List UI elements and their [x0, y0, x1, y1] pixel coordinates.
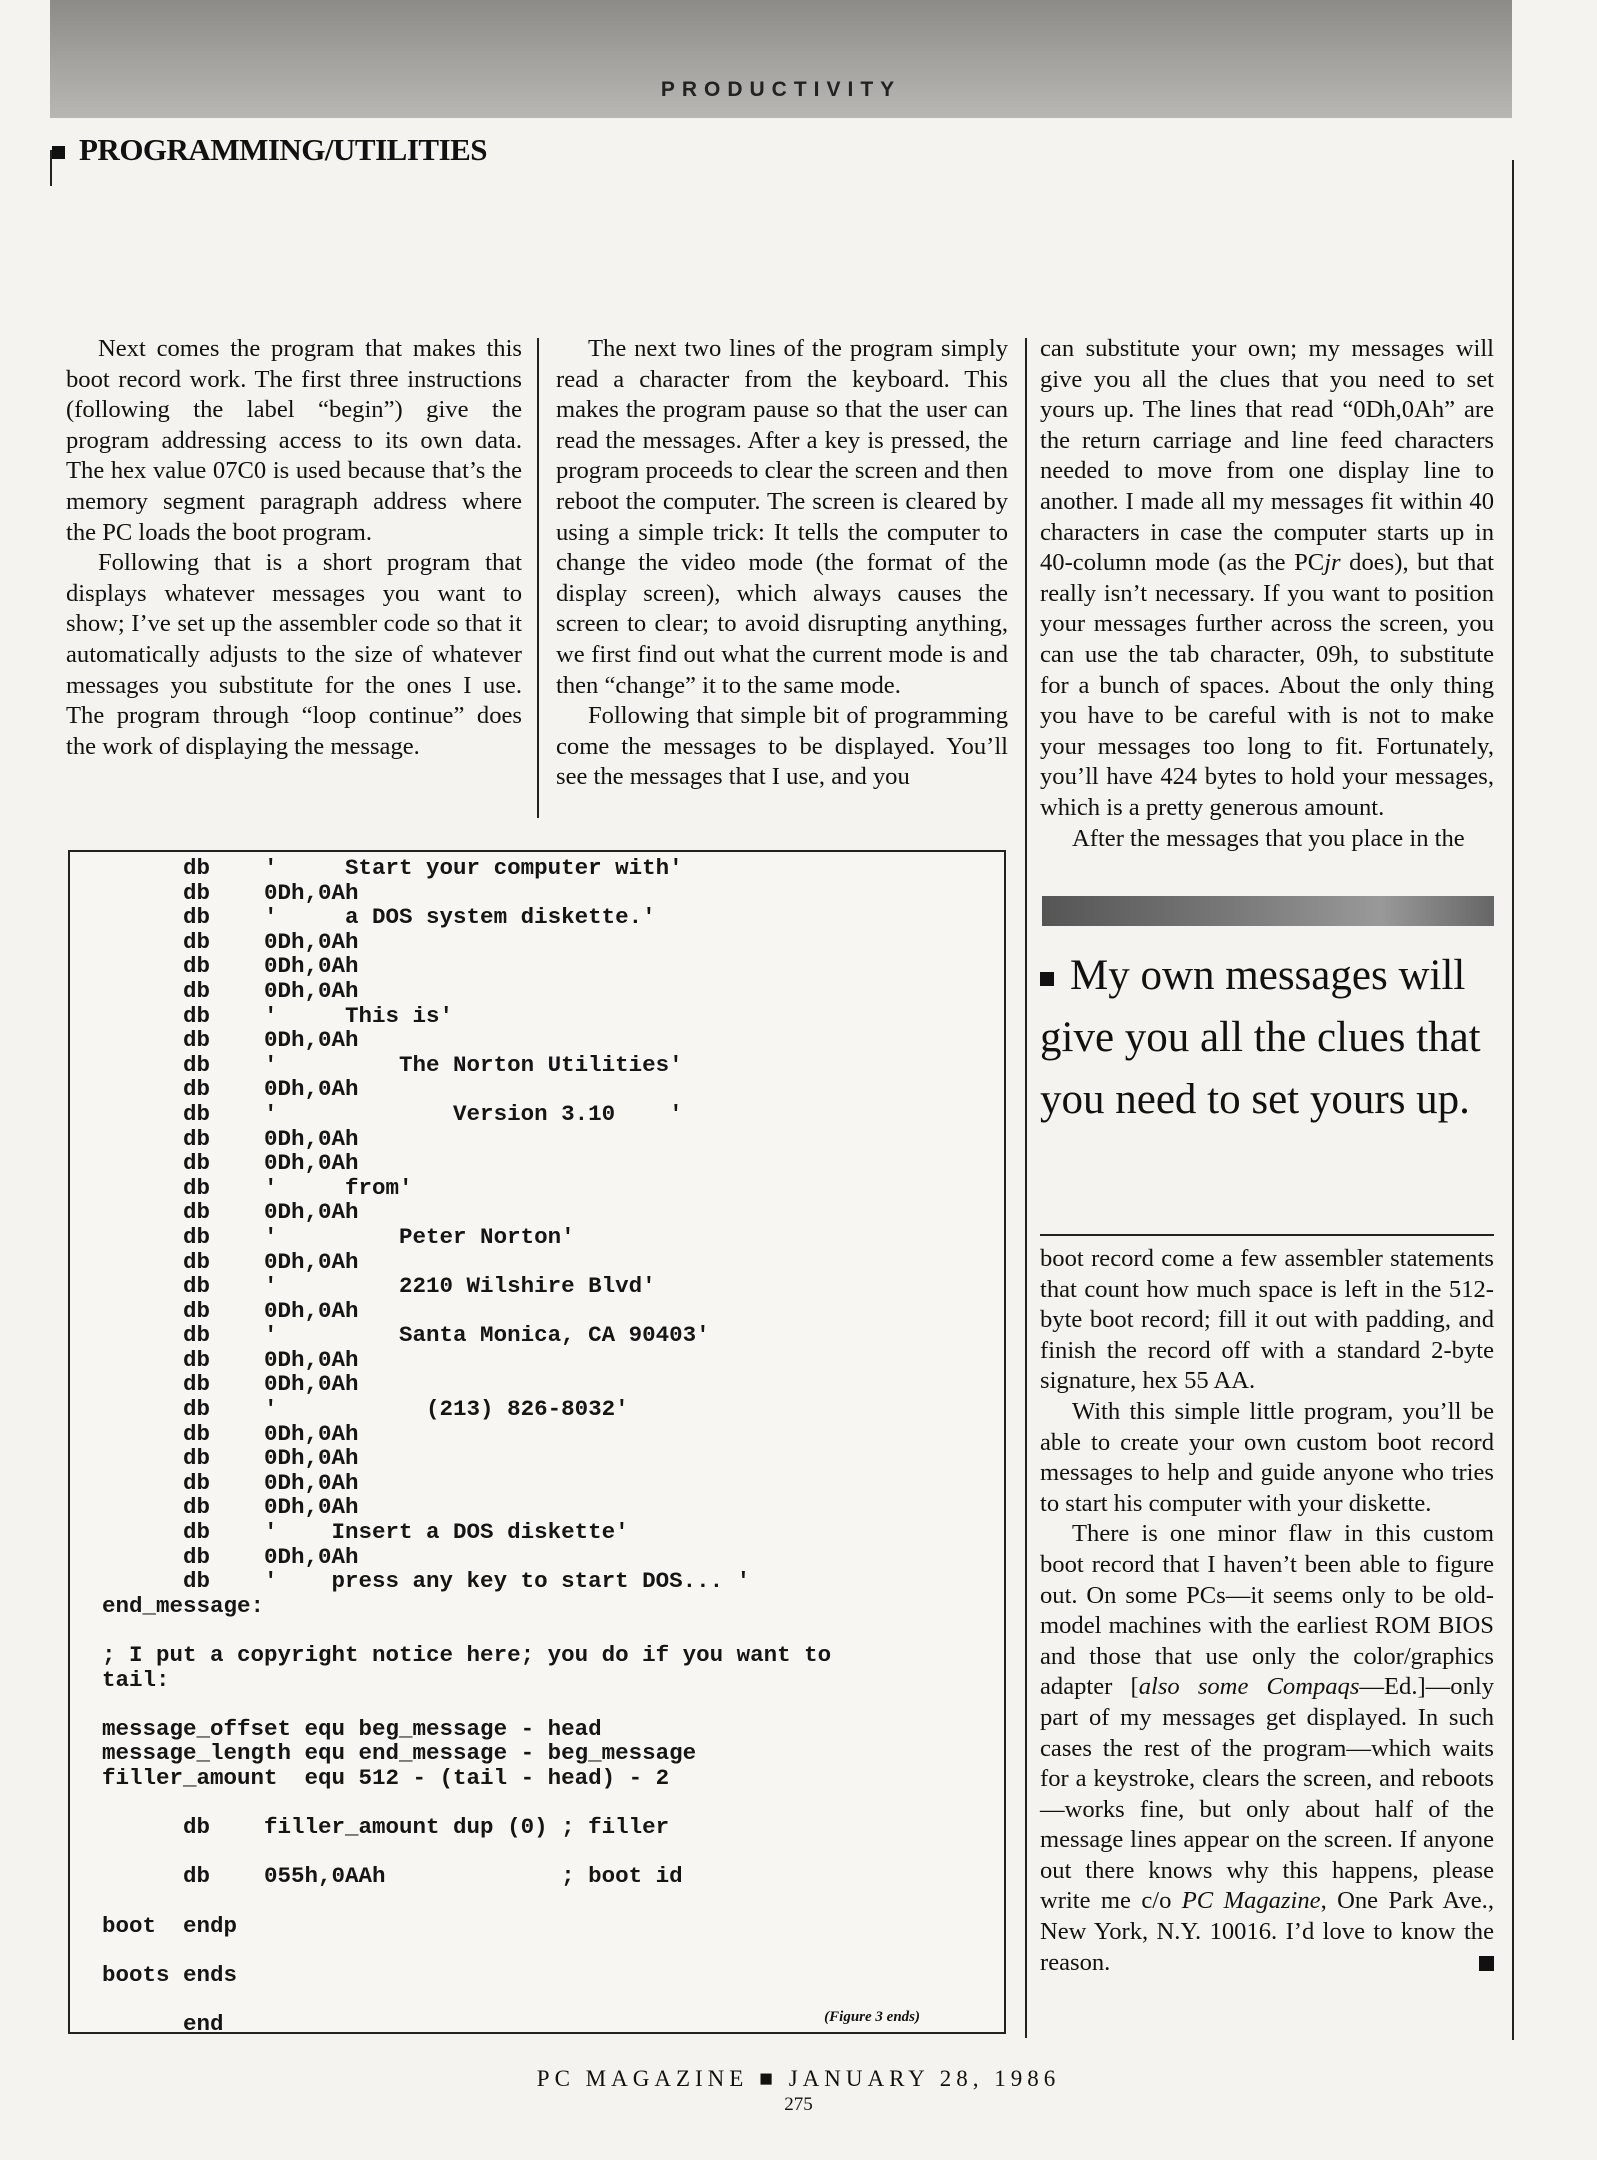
pull-quote-bottom-rule: [1040, 1234, 1494, 1236]
paragraph: Following that is a short program that displays whatever messages you want to show; I’ve set up the assembler code so that it automatically adjusts to the size of whatever messages you substitute for the ones I use. The program through “loop continue” does the work of displaying the message.: [66, 549, 522, 760]
article-column-2: [556, 334, 1008, 793]
square-bullet-icon: [52, 146, 65, 159]
paragraph: can substitute your own; my messages will give you all the clues that you need to set yours up. The lines that read “0Dh,0Ah” are the return carriage and line feed characters needed to move from one display line to another. I made all my messages fit within 40 characters in case the computer starts up in 40-column mode (as the PCjr does), but that really isn’t necessary. If you want to position your messages further across the screen, you can use the tab character, 09h, to substitute for a bunch of spaces. About the only thing you have to be careful with is not to make your messages too long to fit. Fortunately, you’ll have 424 bytes to hold your messages, which is a pretty generous amount.: [1040, 335, 1495, 821]
square-bullet-icon: [1040, 972, 1054, 986]
article-column-3-bottom: [1040, 1244, 1494, 1978]
column-divider-1: [537, 338, 539, 818]
section-label: PRODUCTIVITY: [660, 78, 902, 101]
left-tick-rule: [50, 150, 52, 186]
column-divider-2: [1025, 338, 1027, 2038]
code-listing: db ' Start your computer with' db 0Dh,0Ah db ' a DOS system diskette.' db 0Dh,0Ah db 0Dh,0Ah db 0Dh,0Ah db ' This is' db 0Dh,0Ah db ' The Norton Utilities' db 0Dh,0Ah db ' Version 3.10 ' db 0Dh,0Ah db 0Dh,0Ah db ' from' db 0Dh,0Ah db ' Peter Norton' db 0Dh,0Ah db ' 2210 Wilshire Blvd' db 0Dh,0Ah db ' Santa Monica, CA 90403' db 0Dh,0Ah db 0Dh,0Ah db ' (213) 826-8032' db 0Dh,0Ah db 0Dh,0Ah db 0Dh,0Ah db 0Dh,0Ah db ' Insert a DOS diskette' db 0Dh,0Ah db ' press any key to start DOS... ' end_message: ; I put a copyright notice here; you do if you want to tail: message_offset equ beg_message - head message_length equ end_message - beg_message filler_amount equ 512 - (tail - head) - 2 db filler_amount dup (0) ; filler db 055h,0AAh ; boot id boot endp boots ends end: [102, 855, 832, 2037]
section-title: [52, 132, 487, 168]
paragraph: Next comes the program that makes this boot record work. The first three instructions (following the label “begin”) give the program addressing access to its own data. The hex value 07C0 is used because that’s the memory segment paragraph address where the PC loads the boot program.: [66, 335, 522, 546]
figure-caption: (Figure 3 ends): [824, 2009, 920, 2025]
article-column-1: [66, 334, 522, 762]
pull-quote: [1040, 945, 1500, 1131]
paragraph: boot record come a few assembler statements that count how much space is left in the 512-byte boot record; fill it out with padding, and finish the record off with a standard 2-byte signature, hex 55 AA.: [1040, 1245, 1494, 1395]
article-column-3-top: [1040, 334, 1494, 854]
paragraph: With this simple little program, you’ll be able to create your own custom boot record messages to help and guide anyone who tries to start his computer with your diskette.: [1040, 1397, 1494, 1517]
right-border-rule: [1512, 160, 1514, 2040]
pull-quote-text: My own messages will give you all the clues that you need to set yours up.: [1040, 952, 1481, 1123]
publication-footer: PC MAGAZINE ■ JANUARY 28, 1986: [536, 2066, 1061, 2091]
paragraph: There is one minor flaw in this custom boot record that I haven’t been able to figure out. On some PCs—it seems only to be old-model machines with the earliest ROM BIOS and those that use only the color/graphics adapter [also some Compaqs—Ed.]—only part of my messages get displayed. In such cases the rest of the program—which waits for a keystroke, clears the screen, and reboots—works fine, but only about half of the message lines appear on the screen. If anyone out there knows why this happens, please write me c/o PC Magazine, One Park Ave., New York, N.Y. 10016. I’d love to know the reason.: [1040, 1520, 1494, 1976]
header-band: [50, 0, 1512, 118]
pull-quote-bar: [1042, 896, 1494, 926]
paragraph: After the messages that you place in the: [1072, 824, 1465, 852]
section-title-text: PROGRAMMING/UTILITIES: [79, 132, 488, 167]
paragraph: Following that simple bit of programming come the messages to be displayed. You’ll see the messages that I use, and you: [556, 702, 1008, 791]
code-listing-box: [68, 850, 1006, 2037]
page-number: 275: [784, 2094, 813, 2115]
paragraph: The next two lines of the program simply read a character from the keyboard. This makes the program pause so that the user can read the messages. After a key is pressed, the program proceeds to clear the screen and then reboot the computer. The screen is cleared by using a simple trick: It tells the computer to change the video mode (the format of the display screen), which always causes the screen to clear; to avoid disrupting anything, we first find out what the current mode is and then “change” it to the same mode.: [556, 335, 1008, 699]
end-mark-icon: [1479, 1956, 1494, 1971]
